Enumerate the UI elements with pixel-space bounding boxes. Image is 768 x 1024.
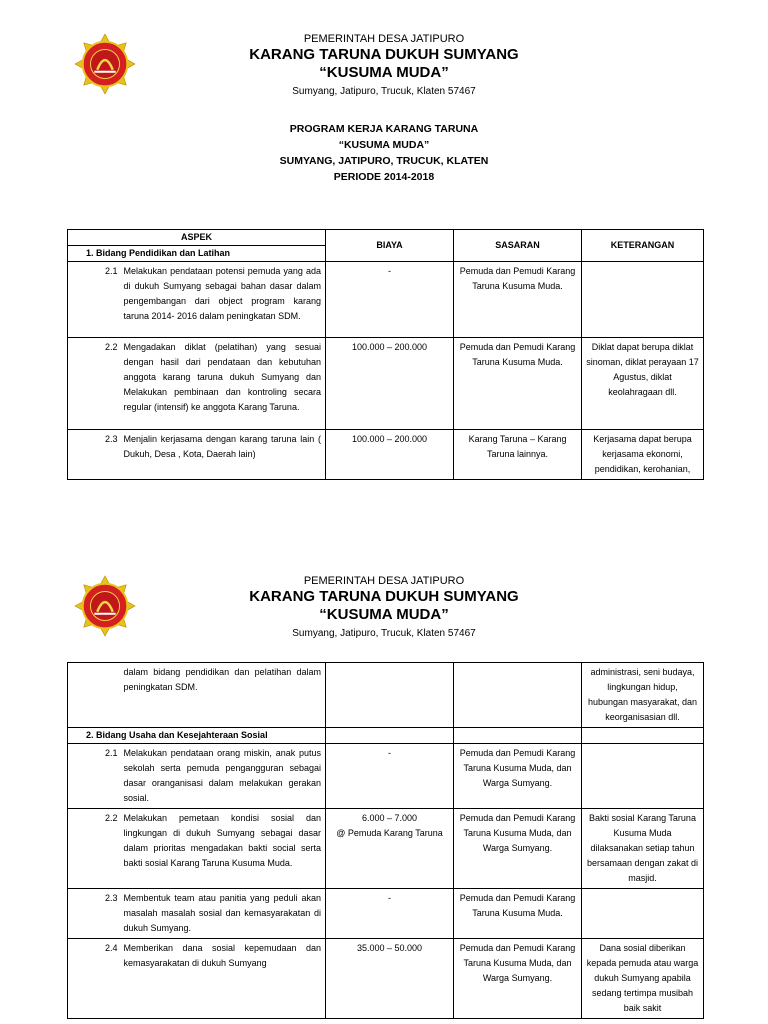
row-description: Memberikan dana sosial kepemudaan dan kemasyarakatan di dukuh Sumyang xyxy=(120,939,326,1019)
row-keterangan xyxy=(582,262,704,338)
row-biaya: 100.000 – 200.000 xyxy=(326,338,454,430)
letterhead xyxy=(0,575,768,639)
table-row xyxy=(68,809,704,889)
letterhead-line1: PEMERINTAH DESA JATIPURO xyxy=(303,575,465,587)
row-sasaran: Pemuda dan Pemudi Karang Taruna Kusuma Muda. xyxy=(454,338,582,430)
row-keterangan xyxy=(582,889,704,939)
program-line3: SUMYANG, JATIPURO, TRUCUK, KLATEN xyxy=(279,155,489,167)
header-sasaran: SASARAN xyxy=(454,230,582,262)
letterhead-line2: KARANG TARUNA DUKUH SUMYANG xyxy=(249,588,519,605)
row-sasaran: Pemuda dan Pemudi Karang Taruna Kusuma Muda, dan Warga Sumyang. xyxy=(454,939,582,1019)
row-number: 2.1 xyxy=(68,262,120,338)
program-line1: PROGRAM KERJA KARANG TARUNA xyxy=(289,123,479,135)
table-row xyxy=(68,430,704,480)
header-biaya: BIAYA xyxy=(326,230,454,262)
table-row xyxy=(68,262,704,338)
row-sasaran: Karang Taruna – Karang Taruna lainnya. xyxy=(454,430,582,480)
row-description: dalam bidang pendidikan dan pelatihan dalam peningkatan SDM. xyxy=(120,663,326,728)
row-description: Membentuk team atau panitia yang peduli akan masalah masalah sosial dan kemasyarakatan di dukuh Sumyang. xyxy=(120,889,326,939)
letterhead-line3: “KUSUMA MUDA” xyxy=(319,606,449,623)
row-sasaran: Pemuda dan Pemudi Karang Taruna Kusuma Muda, dan Warga Sumyang. xyxy=(454,809,582,889)
row-keterangan: Bakti sosial Karang Taruna Kusuma Muda dilaksanakan setiap tahun bersamaan dengan zakat di masjid. xyxy=(582,809,704,889)
program-table-page2 xyxy=(67,662,704,1019)
row-number: 2.3 xyxy=(68,430,120,480)
row-sasaran: Pemuda dan Pemudi Karang Taruna Kusuma Muda. xyxy=(454,889,582,939)
program-line2: “KUSUMA MUDA” xyxy=(338,139,430,151)
row-biaya xyxy=(326,809,454,889)
row-biaya: - xyxy=(326,744,454,809)
row-description: Melakukan pendataan potensi pemuda yang ada di dukuh Sumyang sebagai bahan dasar dalam pengembangan dari object program karang taruna 2014- 2016 dalam peningkatan SDM. xyxy=(120,262,326,338)
row-keterangan: administrasi, seni budaya, lingkungan hidup, hubungan masyarakat, dan keorganisasian dll. xyxy=(582,663,704,728)
table-row xyxy=(68,939,704,1019)
table-row xyxy=(68,889,704,939)
letterhead-line1: PEMERINTAH DESA JATIPURO xyxy=(303,33,465,45)
row-description: Melakukan pemetaan kondisi sosial dan lingkungan di dukuh Sumyang sebagai dasar dalam prioritas mengadakan bakti social serta bakti sosial Karang Taruna Kusuma Muda. xyxy=(120,809,326,889)
row-number: 2.4 xyxy=(68,939,120,1019)
header-aspek: ASPEK xyxy=(68,230,326,246)
table-row xyxy=(68,663,704,728)
row-description: Mengadakan diklat (pelatihan) yang sesuai dengan hasil dari pendataan dan kebutuhan anggota karang taruna dukuh Sumyang dan Melakukan pembinaan dan kontroling secara regular (intensif) ke anggota Karang Taruna. xyxy=(120,338,326,430)
row-biaya: - xyxy=(326,262,454,338)
row-sasaran: Pemuda dan Pemudi Karang Taruna Kusuma Muda, dan Warga Sumyang. xyxy=(454,744,582,809)
row-biaya: 100.000 – 200.000 xyxy=(326,430,454,480)
row-biaya: - xyxy=(326,889,454,939)
row-number: 2.3 xyxy=(68,889,120,939)
row-number: 2.2 xyxy=(68,338,120,430)
header-keterangan: KETERANGAN xyxy=(582,230,704,262)
program-table-page1 xyxy=(67,229,704,480)
letterhead xyxy=(0,33,768,97)
row-keterangan xyxy=(582,744,704,809)
letterhead-address: Sumyang, Jatipuro, Trucuk, Klaten 57467 xyxy=(292,628,476,639)
letterhead-address: Sumyang, Jatipuro, Trucuk, Klaten 57467 xyxy=(292,86,476,97)
row-number: 2.1 xyxy=(68,744,120,809)
row-keterangan: Diklat dapat berupa diklat sinoman, diklat perayaan 17 Agustus, diklat keolahragaan dll. xyxy=(582,338,704,430)
section-pendidikan: 1. Bidang Pendidikan dan Latihan xyxy=(68,246,326,262)
row-number: 2.2 xyxy=(68,809,120,889)
row-keterangan: Dana sosial diberikan kepada pemuda atau warga dukuh Sumyang apabila sedang tertimpa musibah baik sakit xyxy=(582,939,704,1019)
letterhead-line3: “KUSUMA MUDA” xyxy=(319,64,449,81)
program-line4: PERIODE 2014-2018 xyxy=(333,171,435,183)
row-biaya: 35.000 – 50.000 xyxy=(326,939,454,1019)
row-sasaran: Pemuda dan Pemudi Karang Taruna Kusuma Muda. xyxy=(454,262,582,338)
section-sosial: 2. Bidang Usaha dan Kesejahteraan Sosial xyxy=(68,728,326,744)
row-biaya-note: @ Pemuda Karang Taruna xyxy=(336,828,443,838)
table-row xyxy=(68,744,704,809)
row-description: Melakukan pendataan orang miskin, anak putus sekolah serta pemuda pengangguran sebagai dasar oranganisasi dalam melakukan gerakan sosial. xyxy=(120,744,326,809)
row-biaya-range: 6.000 – 7.000 xyxy=(361,813,418,823)
row-description: Menjalin kerjasama dengan karang taruna lain ( Dukuh, Desa , Kota, Daerah lain) xyxy=(120,430,326,480)
letterhead-line2: KARANG TARUNA DUKUH SUMYANG xyxy=(249,46,519,63)
table-row xyxy=(68,338,704,430)
row-keterangan: Kerjasama dapat berupa kerjasama ekonomi, pendidikan, kerohanian, xyxy=(582,430,704,480)
program-title xyxy=(0,121,768,185)
